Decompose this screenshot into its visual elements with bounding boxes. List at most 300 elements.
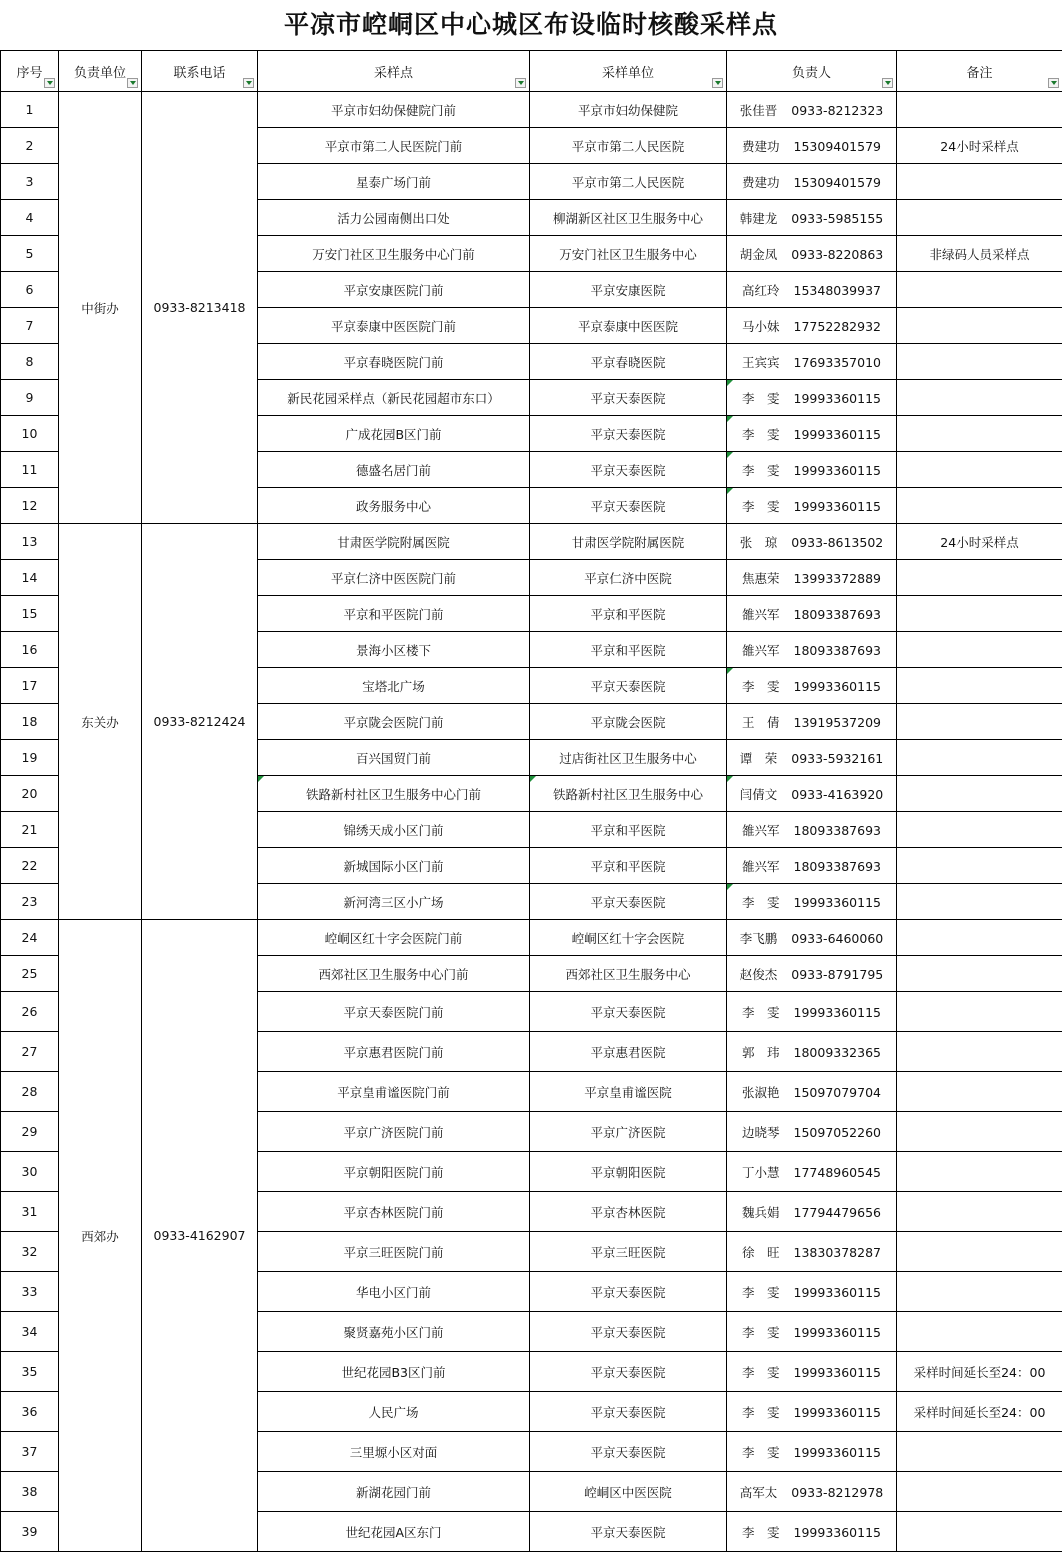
sampling-org: 平京安康医院: [530, 272, 727, 308]
sampling-org: 平京市第二人民医院: [530, 128, 727, 164]
row-index: 22: [1, 848, 59, 884]
sampling-site: 政务服务中心: [258, 488, 530, 524]
sampling-site: 西郊社区卫生服务中心门前: [258, 956, 530, 992]
person-name: 雒兴军: [742, 607, 780, 622]
responsible-person: [727, 668, 897, 704]
remark: [897, 848, 1062, 884]
sampling-org: 平京天泰医院: [530, 1512, 727, 1552]
responsible-person: [727, 1032, 897, 1072]
person-name: 李 雯: [742, 1365, 780, 1380]
responsible-person: [727, 236, 897, 272]
person-name: 张淑艳: [742, 1085, 780, 1100]
remark: [897, 488, 1062, 524]
person-name: 闫倩文: [740, 787, 778, 802]
responsible-person: [727, 992, 897, 1032]
person-name: 李 雯: [742, 391, 780, 406]
responsible-person: [727, 920, 897, 956]
person-name: 李 雯: [742, 1005, 780, 1020]
remark: [897, 200, 1062, 236]
row-index: 33: [1, 1272, 59, 1312]
sampling-org: 柳湖新区社区卫生服务中心: [530, 200, 727, 236]
row-index: 36: [1, 1392, 59, 1432]
row-index: 15: [1, 596, 59, 632]
filter-dropdown-icon[interactable]: [712, 78, 723, 88]
sampling-org: 平京三旺医院: [530, 1232, 727, 1272]
person-name: 李 雯: [742, 895, 780, 910]
unit-phone: 0933-8212424: [142, 524, 258, 920]
person-name: 焦惠荣: [742, 571, 780, 586]
header-phone: [142, 51, 258, 92]
row-index: 11: [1, 452, 59, 488]
sampling-org: 崆峒区中医医院: [530, 1472, 727, 1512]
row-index: 6: [1, 272, 59, 308]
row-index: 18: [1, 704, 59, 740]
responsible-person: [727, 200, 897, 236]
person-name: 李 雯: [742, 1405, 780, 1420]
person-phone: 18093387693: [794, 823, 881, 838]
person-phone: 19993360115: [794, 1445, 881, 1460]
sampling-site: 德盛名居门前: [258, 452, 530, 488]
responsible-person: [727, 308, 897, 344]
sampling-org: 平京天泰医院: [530, 668, 727, 704]
header-person: [727, 51, 897, 92]
person-phone: 19993360115: [794, 1365, 881, 1380]
sampling-org: 平京皇甫谧医院: [530, 1072, 727, 1112]
sampling-org: 平京和平医院: [530, 848, 727, 884]
row-index: 13: [1, 524, 59, 560]
row-index: 21: [1, 812, 59, 848]
sampling-site: 新河湾三区小广场: [258, 884, 530, 920]
remark: [897, 884, 1062, 920]
sampling-org: 平京广济医院: [530, 1112, 727, 1152]
responsible-person: [727, 1472, 897, 1512]
person-phone: 19993360115: [794, 1285, 881, 1300]
sampling-site: 平京和平医院门前: [258, 596, 530, 632]
header-index: [1, 51, 59, 92]
row-index: 16: [1, 632, 59, 668]
row-index: 27: [1, 1032, 59, 1072]
remark: [897, 632, 1062, 668]
person-phone: 17794479656: [794, 1205, 881, 1220]
sampling-org: 甘肃医学院附属医院: [530, 524, 727, 560]
person-phone: 19993360115: [794, 1525, 881, 1540]
row-index: 2: [1, 128, 59, 164]
person-name: 丁小慧: [742, 1165, 780, 1180]
remark: [897, 956, 1062, 992]
responsible-person: [727, 380, 897, 416]
header-label: 采样点: [374, 66, 413, 81]
row-index: 8: [1, 344, 59, 380]
filter-dropdown-icon[interactable]: [127, 78, 138, 88]
row-index: 26: [1, 992, 59, 1032]
row-index: 9: [1, 380, 59, 416]
sampling-site: 活力公园南侧出口处: [258, 200, 530, 236]
sampling-org: 平京春晓医院: [530, 344, 727, 380]
person-phone: 19993360115: [794, 427, 881, 442]
remark: [897, 380, 1062, 416]
remark: [897, 308, 1062, 344]
person-phone: 19993360115: [794, 1325, 881, 1340]
person-phone: 18009332365: [794, 1045, 881, 1060]
row-index: 24: [1, 920, 59, 956]
responsible-person: [727, 848, 897, 884]
person-name: 李 雯: [742, 499, 780, 514]
sampling-site: 景海小区楼下: [258, 632, 530, 668]
row-index: 38: [1, 1472, 59, 1512]
person-name: 魏兵娟: [742, 1205, 780, 1220]
remark: [897, 776, 1062, 812]
table-row: [1, 524, 1062, 560]
remark: [897, 452, 1062, 488]
filter-dropdown-icon[interactable]: [243, 78, 254, 88]
person-phone: 0933-8220863: [791, 247, 883, 262]
sampling-site: 平京广济医院门前: [258, 1112, 530, 1152]
row-index: 30: [1, 1152, 59, 1192]
person-phone: 19993360115: [794, 895, 881, 910]
person-name: 高军太: [740, 1485, 778, 1500]
person-phone: 15348039937: [794, 283, 881, 298]
person-name: 张 琼: [740, 535, 778, 550]
filter-dropdown-icon[interactable]: [1048, 78, 1059, 88]
sampling-org: 平京天泰医院: [530, 1392, 727, 1432]
person-phone: 0933-8613502: [791, 535, 883, 550]
remark: 24小时采样点: [897, 524, 1062, 560]
person-name: 马小妹: [742, 319, 780, 334]
responsible-person: [727, 560, 897, 596]
row-index: 28: [1, 1072, 59, 1112]
table-header-row: [1, 51, 1062, 92]
remark: [897, 1112, 1062, 1152]
sampling-org: 平京天泰医院: [530, 488, 727, 524]
remark: [897, 272, 1062, 308]
row-index: 32: [1, 1232, 59, 1272]
responsible-person: [727, 416, 897, 452]
responsible-person: [727, 704, 897, 740]
header-label: 负责单位: [74, 66, 126, 81]
person-name: 李 雯: [742, 463, 780, 478]
row-index: 35: [1, 1352, 59, 1392]
person-phone: 0933-4163920: [791, 787, 883, 802]
remark: [897, 596, 1062, 632]
remark: [897, 920, 1062, 956]
sampling-org: 平京天泰医院: [530, 992, 727, 1032]
sampling-org: 平京陇会医院: [530, 704, 727, 740]
sampling-site: 星泰广场门前: [258, 164, 530, 200]
person-phone: 17752282932: [794, 319, 881, 334]
person-name: 韩建龙: [740, 211, 778, 226]
person-name: 李 雯: [742, 1285, 780, 1300]
responsible-person: [727, 1152, 897, 1192]
person-phone: 19993360115: [794, 679, 881, 694]
person-name: 胡金凤: [740, 247, 778, 262]
responsible-person: [727, 632, 897, 668]
row-index: 1: [1, 92, 59, 128]
sampling-org: 平京朝阳医院: [530, 1152, 727, 1192]
person-phone: 17693357010: [794, 355, 881, 370]
responsible-person: [727, 956, 897, 992]
sampling-site: 宝塔北广场: [258, 668, 530, 704]
person-name: 李飞鹏: [740, 931, 778, 946]
table-row: [1, 920, 1062, 956]
person-name: 郭 玮: [742, 1045, 780, 1060]
row-index: 3: [1, 164, 59, 200]
responsible-person: [727, 164, 897, 200]
row-index: 39: [1, 1512, 59, 1552]
filter-dropdown-icon[interactable]: [515, 78, 526, 88]
person-name: 费建功: [742, 139, 780, 154]
responsible-unit: 中街办: [59, 92, 142, 524]
person-name: 赵俊杰: [740, 967, 778, 982]
row-index: 14: [1, 560, 59, 596]
row-index: 37: [1, 1432, 59, 1472]
header-unit: [59, 51, 142, 92]
responsible-person: [727, 812, 897, 848]
remark: 采样时间延长至24：00: [897, 1352, 1062, 1392]
remark: [897, 704, 1062, 740]
person-name: 李 雯: [742, 427, 780, 442]
responsible-person: [727, 1232, 897, 1272]
header-label: 负责人: [792, 66, 831, 81]
sampling-site: 聚贤嘉苑小区门前: [258, 1312, 530, 1352]
header-org: [530, 51, 727, 92]
row-index: 20: [1, 776, 59, 812]
person-phone: 18093387693: [794, 643, 881, 658]
person-phone: 19993360115: [794, 391, 881, 406]
person-phone: 18093387693: [794, 859, 881, 874]
responsible-person: [727, 1072, 897, 1112]
header-label: 采样单位: [602, 66, 654, 81]
person-phone: 0933-8791795: [791, 967, 883, 982]
person-name: 边晓琴: [742, 1125, 780, 1140]
sampling-site: 平京市妇幼保健院门前: [258, 92, 530, 128]
unit-phone: 0933-4162907: [142, 920, 258, 1552]
remark: [897, 1272, 1062, 1312]
sampling-site: 平京安康医院门前: [258, 272, 530, 308]
remark: [897, 812, 1062, 848]
remark: [897, 1032, 1062, 1072]
person-phone: 19993360115: [794, 463, 881, 478]
sampling-site: 崆峒区红十字会医院门前: [258, 920, 530, 956]
remark: [897, 164, 1062, 200]
person-name: 雒兴军: [742, 823, 780, 838]
sampling-site: 平京市第二人民医院门前: [258, 128, 530, 164]
responsible-person: [727, 1352, 897, 1392]
person-phone: 15097079704: [794, 1085, 881, 1100]
sampling-site: 万安门社区卫生服务中心门前: [258, 236, 530, 272]
remark: [897, 1152, 1062, 1192]
row-index: 31: [1, 1192, 59, 1232]
responsible-person: [727, 776, 897, 812]
sampling-site: 平京仁济中医医院门前: [258, 560, 530, 596]
header-label: 联系电话: [173, 66, 225, 81]
row-index: 34: [1, 1312, 59, 1352]
row-index: 29: [1, 1112, 59, 1152]
remark: [897, 1432, 1062, 1472]
sampling-org: 过店街社区卫生服务中心: [530, 740, 727, 776]
remark: [897, 92, 1062, 128]
sampling-org: 平京天泰医院: [530, 1432, 727, 1472]
remark: [897, 668, 1062, 704]
row-index: 25: [1, 956, 59, 992]
person-phone: 13830378287: [794, 1245, 881, 1260]
row-index: 7: [1, 308, 59, 344]
row-index: 19: [1, 740, 59, 776]
header-label: 备注: [966, 66, 992, 81]
row-index: 23: [1, 884, 59, 920]
sampling-site: 新城国际小区门前: [258, 848, 530, 884]
table-row: [1, 92, 1062, 128]
sampling-org: 崆峒区红十字会医院: [530, 920, 727, 956]
remark: 24小时采样点: [897, 128, 1062, 164]
row-index: 10: [1, 416, 59, 452]
header-label: 序号: [16, 66, 42, 81]
remark: [897, 1512, 1062, 1552]
person-phone: 13993372889: [794, 571, 881, 586]
person-name: 李 雯: [742, 1445, 780, 1460]
remark: [897, 1072, 1062, 1112]
remark: [897, 560, 1062, 596]
person-phone: 15309401579: [794, 139, 881, 154]
person-phone: 13919537209: [794, 715, 881, 730]
filter-dropdown-icon[interactable]: [882, 78, 893, 88]
sampling-site: 甘肃医学院附属医院: [258, 524, 530, 560]
sampling-site: 世纪花园B3区门前: [258, 1352, 530, 1392]
sampling-site: 新湖花园门前: [258, 1472, 530, 1512]
remark: [897, 1472, 1062, 1512]
responsible-person: [727, 740, 897, 776]
responsible-unit: 东关办: [59, 524, 142, 920]
page-title: 平凉市崆峒区中心城区布设临时核酸采样点: [0, 0, 1062, 50]
sampling-org: 万安门社区卫生服务中心: [530, 236, 727, 272]
sampling-org: 平京天泰医院: [530, 1352, 727, 1392]
remark: [897, 344, 1062, 380]
sampling-site: 平京杏林医院门前: [258, 1192, 530, 1232]
row-index: 5: [1, 236, 59, 272]
remark: [897, 416, 1062, 452]
sampling-site: 平京天泰医院门前: [258, 992, 530, 1032]
row-index: 12: [1, 488, 59, 524]
sampling-org: 平京杏林医院: [530, 1192, 727, 1232]
responsible-person: [727, 524, 897, 560]
person-phone: 18093387693: [794, 607, 881, 622]
person-name: 张佳晋: [740, 103, 778, 118]
responsible-unit: 西郊办: [59, 920, 142, 1552]
person-phone: 0933-5932161: [791, 751, 883, 766]
responsible-person: [727, 1392, 897, 1432]
sampling-org: 平京惠君医院: [530, 1032, 727, 1072]
sampling-org: 西郊社区卫生服务中心: [530, 956, 727, 992]
sampling-site: 新民花园采样点（新民花园超市东口）: [258, 380, 530, 416]
person-phone: 0933-6460060: [791, 931, 883, 946]
header-note: [897, 51, 1062, 92]
remark: 采样时间延长至24：00: [897, 1392, 1062, 1432]
responsible-person: [727, 488, 897, 524]
sampling-org: 平京天泰医院: [530, 416, 727, 452]
sampling-org: 平京泰康中医医院: [530, 308, 727, 344]
responsible-person: [727, 1432, 897, 1472]
person-name: 高红玲: [742, 283, 780, 298]
sampling-org: 铁路新村社区卫生服务中心: [530, 776, 727, 812]
person-name: 谭 荣: [740, 751, 778, 766]
sampling-site: 平京陇会医院门前: [258, 704, 530, 740]
responsible-person: [727, 272, 897, 308]
sampling-site: 华电小区门前: [258, 1272, 530, 1312]
sampling-site: 平京泰康中医医院门前: [258, 308, 530, 344]
sampling-site: 平京三旺医院门前: [258, 1232, 530, 1272]
responsible-person: [727, 128, 897, 164]
sampling-site: 三里塬小区对面: [258, 1432, 530, 1472]
person-phone: 15309401579: [794, 175, 881, 190]
person-name: 雒兴军: [742, 859, 780, 874]
remark: [897, 1312, 1062, 1352]
sampling-sites-table: [0, 50, 1062, 1552]
remark: [897, 992, 1062, 1032]
responsible-person: [727, 452, 897, 488]
remark: [897, 740, 1062, 776]
remark: [897, 1232, 1062, 1272]
table-body: [1, 92, 1062, 1552]
responsible-person: [727, 884, 897, 920]
sampling-site: 铁路新村社区卫生服务中心门前: [258, 776, 530, 812]
sampling-site: 锦绣天成小区门前: [258, 812, 530, 848]
sampling-org: 平京市妇幼保健院: [530, 92, 727, 128]
responsible-person: [727, 1112, 897, 1152]
sampling-site: 人民广场: [258, 1392, 530, 1432]
person-phone: 19993360115: [794, 499, 881, 514]
sampling-org: 平京仁济中医院: [530, 560, 727, 596]
sampling-site: 平京春晓医院门前: [258, 344, 530, 380]
responsible-person: [727, 92, 897, 128]
person-name: 李 雯: [742, 1325, 780, 1340]
sampling-org: 平京天泰医院: [530, 380, 727, 416]
person-phone: 0933-8212978: [791, 1485, 883, 1500]
unit-phone: 0933-8213418: [142, 92, 258, 524]
person-phone: 0933-5985155: [791, 211, 883, 226]
sampling-org: 平京市第二人民医院: [530, 164, 727, 200]
person-phone: 0933-8212323: [791, 103, 883, 118]
sampling-site: 广成花园B区门前: [258, 416, 530, 452]
sampling-site: 平京朝阳医院门前: [258, 1152, 530, 1192]
responsible-person: [727, 596, 897, 632]
sampling-site: 世纪花园A区东门: [258, 1512, 530, 1552]
sampling-org: 平京和平医院: [530, 632, 727, 668]
person-name: 李 雯: [742, 679, 780, 694]
person-name: 王 倩: [742, 715, 780, 730]
responsible-person: [727, 344, 897, 380]
row-index: 4: [1, 200, 59, 236]
responsible-person: [727, 1512, 897, 1552]
person-phone: 15097052260: [794, 1125, 881, 1140]
person-name: 徐 旺: [742, 1245, 780, 1260]
person-name: 王宾宾: [742, 355, 780, 370]
sampling-site: 平京皇甫谧医院门前: [258, 1072, 530, 1112]
remark: [897, 1192, 1062, 1232]
sampling-org: 平京天泰医院: [530, 884, 727, 920]
filter-dropdown-icon[interactable]: [44, 78, 55, 88]
row-index: 17: [1, 668, 59, 704]
sampling-org: 平京天泰医院: [530, 1272, 727, 1312]
sampling-site: 百兴国贸门前: [258, 740, 530, 776]
sampling-org: 平京天泰医院: [530, 452, 727, 488]
remark: 非绿码人员采样点: [897, 236, 1062, 272]
person-phone: 17748960545: [794, 1165, 881, 1180]
person-name: 李 雯: [742, 1525, 780, 1540]
sampling-org: 平京和平医院: [530, 596, 727, 632]
responsible-person: [727, 1272, 897, 1312]
sampling-site: 平京惠君医院门前: [258, 1032, 530, 1072]
responsible-person: [727, 1312, 897, 1352]
person-name: 雒兴军: [742, 643, 780, 658]
